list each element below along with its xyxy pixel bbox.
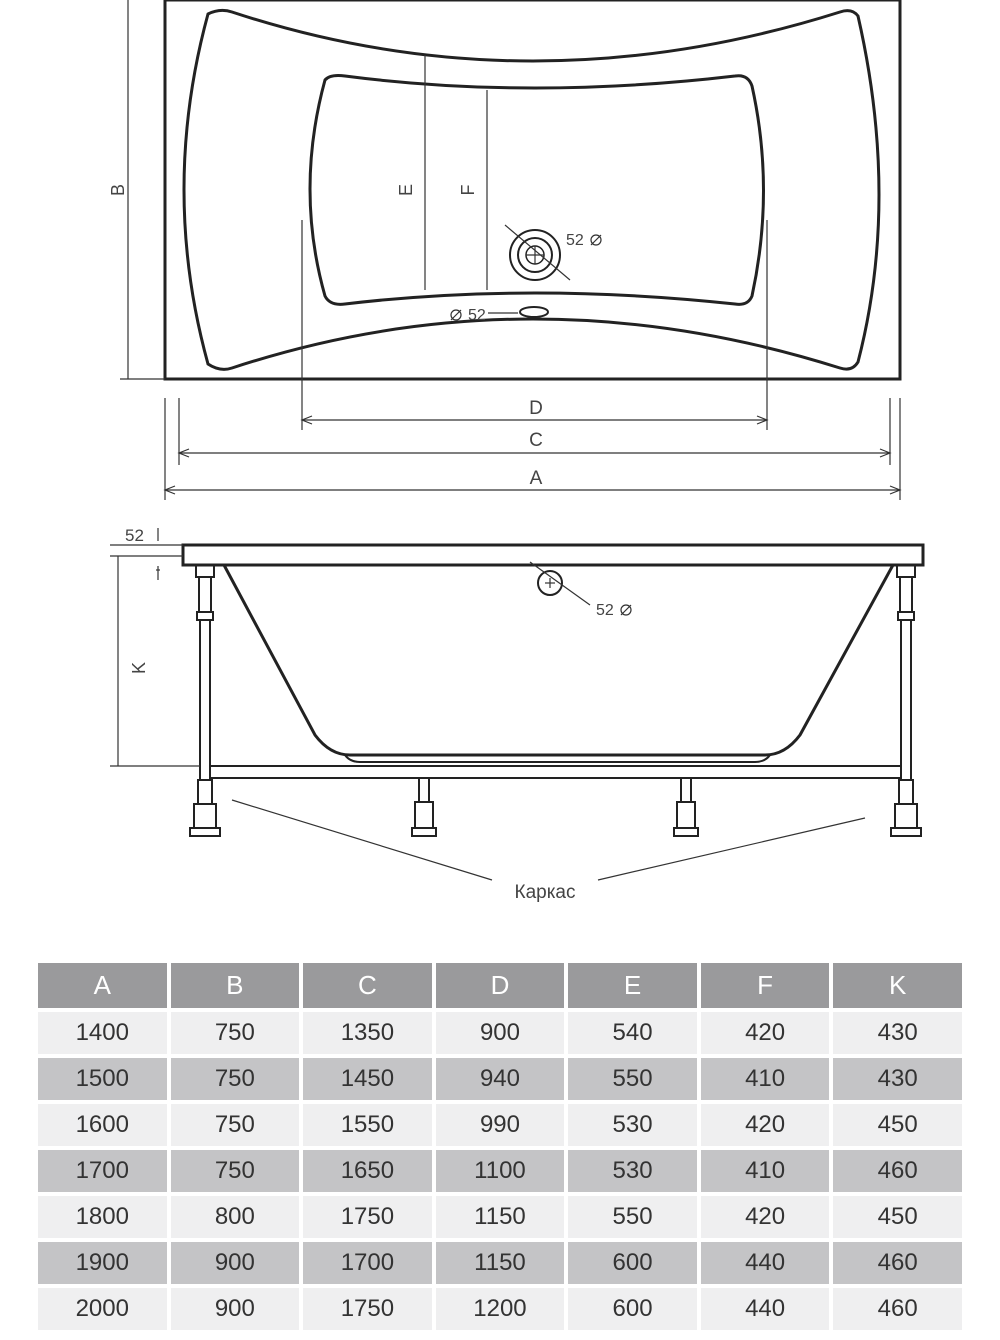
header-cell: B (171, 963, 300, 1008)
table-cell: 550 (568, 1058, 697, 1100)
table-cell: 1600 (38, 1104, 167, 1146)
frame-leader-left (232, 800, 492, 880)
table-cell: 1150 (436, 1242, 565, 1284)
table-cell: 430 (833, 1012, 962, 1054)
table-row (38, 1150, 962, 1192)
table-row (38, 1196, 962, 1238)
overflow-symbol (505, 225, 570, 280)
frame-middle-leg (674, 778, 698, 836)
top-dim-label: 52 (125, 526, 144, 545)
table-cell: 460 (833, 1242, 962, 1284)
table-cell: 440 (701, 1242, 830, 1284)
header-cell: E (568, 963, 697, 1008)
dimensions-table-wrap (38, 963, 962, 1330)
diameter-icon (451, 310, 461, 320)
table-cell: 1400 (38, 1012, 167, 1054)
table-cell: 1700 (38, 1150, 167, 1192)
table-cell: 530 (568, 1104, 697, 1146)
table-cell: 750 (171, 1104, 300, 1146)
header-cell: C (303, 963, 432, 1008)
table-cell: 420 (701, 1196, 830, 1238)
dim-c-label: C (529, 430, 543, 451)
table-cell: 450 (833, 1104, 962, 1146)
table-header-row (38, 963, 962, 1008)
table-cell: 990 (436, 1104, 565, 1146)
top-view (108, 0, 900, 500)
table-cell: 600 (568, 1288, 697, 1330)
table-row (38, 1242, 962, 1284)
tub-outer-bowl (184, 10, 879, 369)
dim-k-label: K (129, 661, 149, 675)
tub-rim-side (183, 545, 923, 565)
table-cell: 460 (833, 1150, 962, 1192)
table-cell: 900 (171, 1242, 300, 1284)
frame-leader-right (598, 818, 865, 880)
diameter-icon (591, 235, 601, 245)
table-cell: 600 (568, 1242, 697, 1284)
table-cell: 410 (701, 1058, 830, 1100)
frame-right-post (891, 565, 921, 836)
table-cell: 1350 (303, 1012, 432, 1054)
dim-a-label: A (529, 468, 543, 489)
table-cell: 750 (171, 1058, 300, 1100)
tub-body-side (224, 565, 893, 755)
table-cell: 1100 (436, 1150, 565, 1192)
table-cell: 450 (833, 1196, 962, 1238)
table-cell: 1800 (38, 1196, 167, 1238)
table-cell: 1150 (436, 1196, 565, 1238)
drain-symbol (520, 307, 548, 317)
table-cell: 2000 (38, 1288, 167, 1330)
table-cell: 420 (701, 1104, 830, 1146)
table-cell: 420 (701, 1012, 830, 1054)
dim-d-label: D (529, 398, 543, 419)
header-cell: A (38, 963, 167, 1008)
diameter-icon (621, 605, 631, 615)
table-cell: 1500 (38, 1058, 167, 1100)
table-cell: 550 (568, 1196, 697, 1238)
tub-rim-outline (165, 0, 900, 379)
dim-b-label: B (108, 183, 128, 197)
tub-inner-bottom (310, 76, 764, 305)
side-view (110, 526, 923, 903)
table-cell: 410 (701, 1150, 830, 1192)
table-cell: 460 (833, 1288, 962, 1330)
header-cell: D (436, 963, 565, 1008)
overflow-side-label: 52 (596, 602, 614, 619)
header-cell: F (701, 963, 830, 1008)
table-cell: 940 (436, 1058, 565, 1100)
table-cell: 1450 (303, 1058, 432, 1100)
table-cell: 1550 (303, 1104, 432, 1146)
dim-f-label: F (458, 184, 478, 196)
table-cell: 750 (171, 1012, 300, 1054)
table-row (38, 1104, 962, 1146)
header-cell: K (833, 963, 962, 1008)
table-cell: 1700 (303, 1242, 432, 1284)
table-row (38, 1058, 962, 1100)
table-cell: 750 (171, 1150, 300, 1192)
frame-label: Каркас (514, 882, 576, 903)
frame-crossbar (210, 766, 901, 778)
table-cell: 430 (833, 1058, 962, 1100)
table-cell: 900 (436, 1012, 565, 1054)
table-cell: 800 (171, 1196, 300, 1238)
table-cell: 1900 (38, 1242, 167, 1284)
table-cell: 1650 (303, 1150, 432, 1192)
table-row (38, 1288, 962, 1330)
table-row (38, 1012, 962, 1054)
table-cell: 900 (171, 1288, 300, 1330)
table-cell: 530 (568, 1150, 697, 1192)
frame-left-post (190, 565, 220, 836)
table-cell: 1750 (303, 1288, 432, 1330)
dim-e-label: E (396, 183, 416, 197)
frame-middle-leg (412, 778, 436, 836)
table-cell: 440 (701, 1288, 830, 1330)
drain-label: 52 (468, 307, 486, 324)
table-cell: 1750 (303, 1196, 432, 1238)
table-cell: 540 (568, 1012, 697, 1054)
table-cell: 1200 (436, 1288, 565, 1330)
dimensions-table (34, 959, 966, 1334)
overflow-label: 52 (566, 232, 584, 249)
